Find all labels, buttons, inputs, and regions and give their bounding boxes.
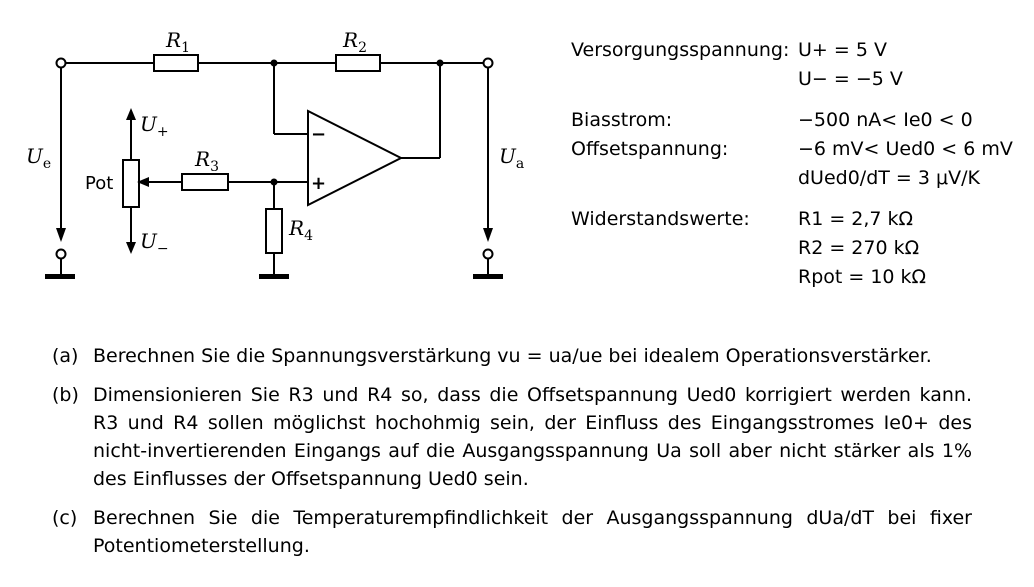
task-letter: (a): [52, 345, 79, 367]
bias-label: Biasstrom:: [571, 109, 673, 131]
task-a: [52, 342, 972, 370]
output-terminal-bottom: [484, 250, 493, 259]
task-letter: (b): [52, 384, 79, 406]
junction-dot: [271, 179, 278, 186]
label-uminus: $U_-$: [140, 229, 169, 257]
resistor-r2: [336, 55, 380, 71]
ground-symbol-r4: [259, 274, 289, 279]
task-c: [52, 504, 972, 560]
r2-value: R2 = 270 kΩ: [798, 237, 920, 259]
task-text: Berechnen Sie die Temperaturempfindlichkeit der Ausgangsspannung dUa/dT bei fixer Potentiometerstellung.: [93, 507, 972, 557]
drift-value: dUed0/dT = 3 μV/K: [798, 167, 980, 189]
resistor-r4: [266, 209, 282, 253]
circuit-diagram: [0, 0, 560, 300]
rpot-value: Rpot = 10 kΩ: [798, 266, 927, 288]
output-terminal-top: [484, 59, 493, 68]
task-letter: (c): [52, 507, 78, 529]
task-list: [52, 342, 972, 571]
label-r2: $R_2$: [343, 28, 367, 56]
ground-symbol-input: [45, 274, 75, 279]
bias-value: −500 nA< Ie0 < 0: [798, 109, 973, 131]
junction-dot: [437, 60, 444, 67]
label-r4: $R_4$: [289, 216, 313, 244]
ground-symbol-output: [473, 274, 503, 279]
resistor-r3: [182, 174, 228, 190]
label-r1: $R_1$: [166, 28, 190, 56]
noninverting-input-sign: +: [311, 173, 327, 194]
label-pot: Pot: [85, 173, 114, 194]
label-ue: $U_e$: [26, 144, 52, 172]
potentiometer: [123, 160, 139, 207]
input-terminal-top: [57, 59, 66, 68]
supply-label: Versorgungsspannung:: [571, 39, 790, 61]
junction-dot: [271, 60, 278, 67]
r1-value: R1 = 2,7 kΩ: [798, 208, 914, 230]
label-ua: $U_a$: [499, 144, 525, 172]
resistance-label: Widerstandswerte:: [571, 208, 750, 230]
input-terminal-bottom: [57, 250, 66, 259]
label-uplus: $U_+$: [140, 112, 169, 140]
task-b: [52, 381, 972, 493]
task-text: Dimensionieren Sie R3 und R4 so, dass die Offsetspannung Ued0 korrigiert werden kann. R3 und R4 sollen möglichst hochohmig sein, der Einfluss des Eingangsstromes Ie0+ des nicht-invertierenden Eingangs auf die Ausgangsspannung Ua soll aber nicht stärker als 1% des Einflusses der Offsetspannung Ued0 sein.: [93, 384, 972, 490]
inverting-input-sign: −: [311, 124, 327, 145]
supply-plus-value: U+ = 5 V: [798, 39, 887, 61]
offset-value: −6 mV< Ued0 < 6 mV: [798, 138, 1013, 160]
label-r3: $R_3$: [195, 147, 219, 175]
resistor-r1: [154, 55, 198, 71]
offset-label: Offsetspannung:: [571, 138, 729, 160]
task-text: Berechnen Sie die Spannungsverstärkung vu = ua/ue bei idealem Operationsverstärker.: [93, 345, 932, 367]
supply-minus-value: U− = −5 V: [798, 68, 903, 90]
